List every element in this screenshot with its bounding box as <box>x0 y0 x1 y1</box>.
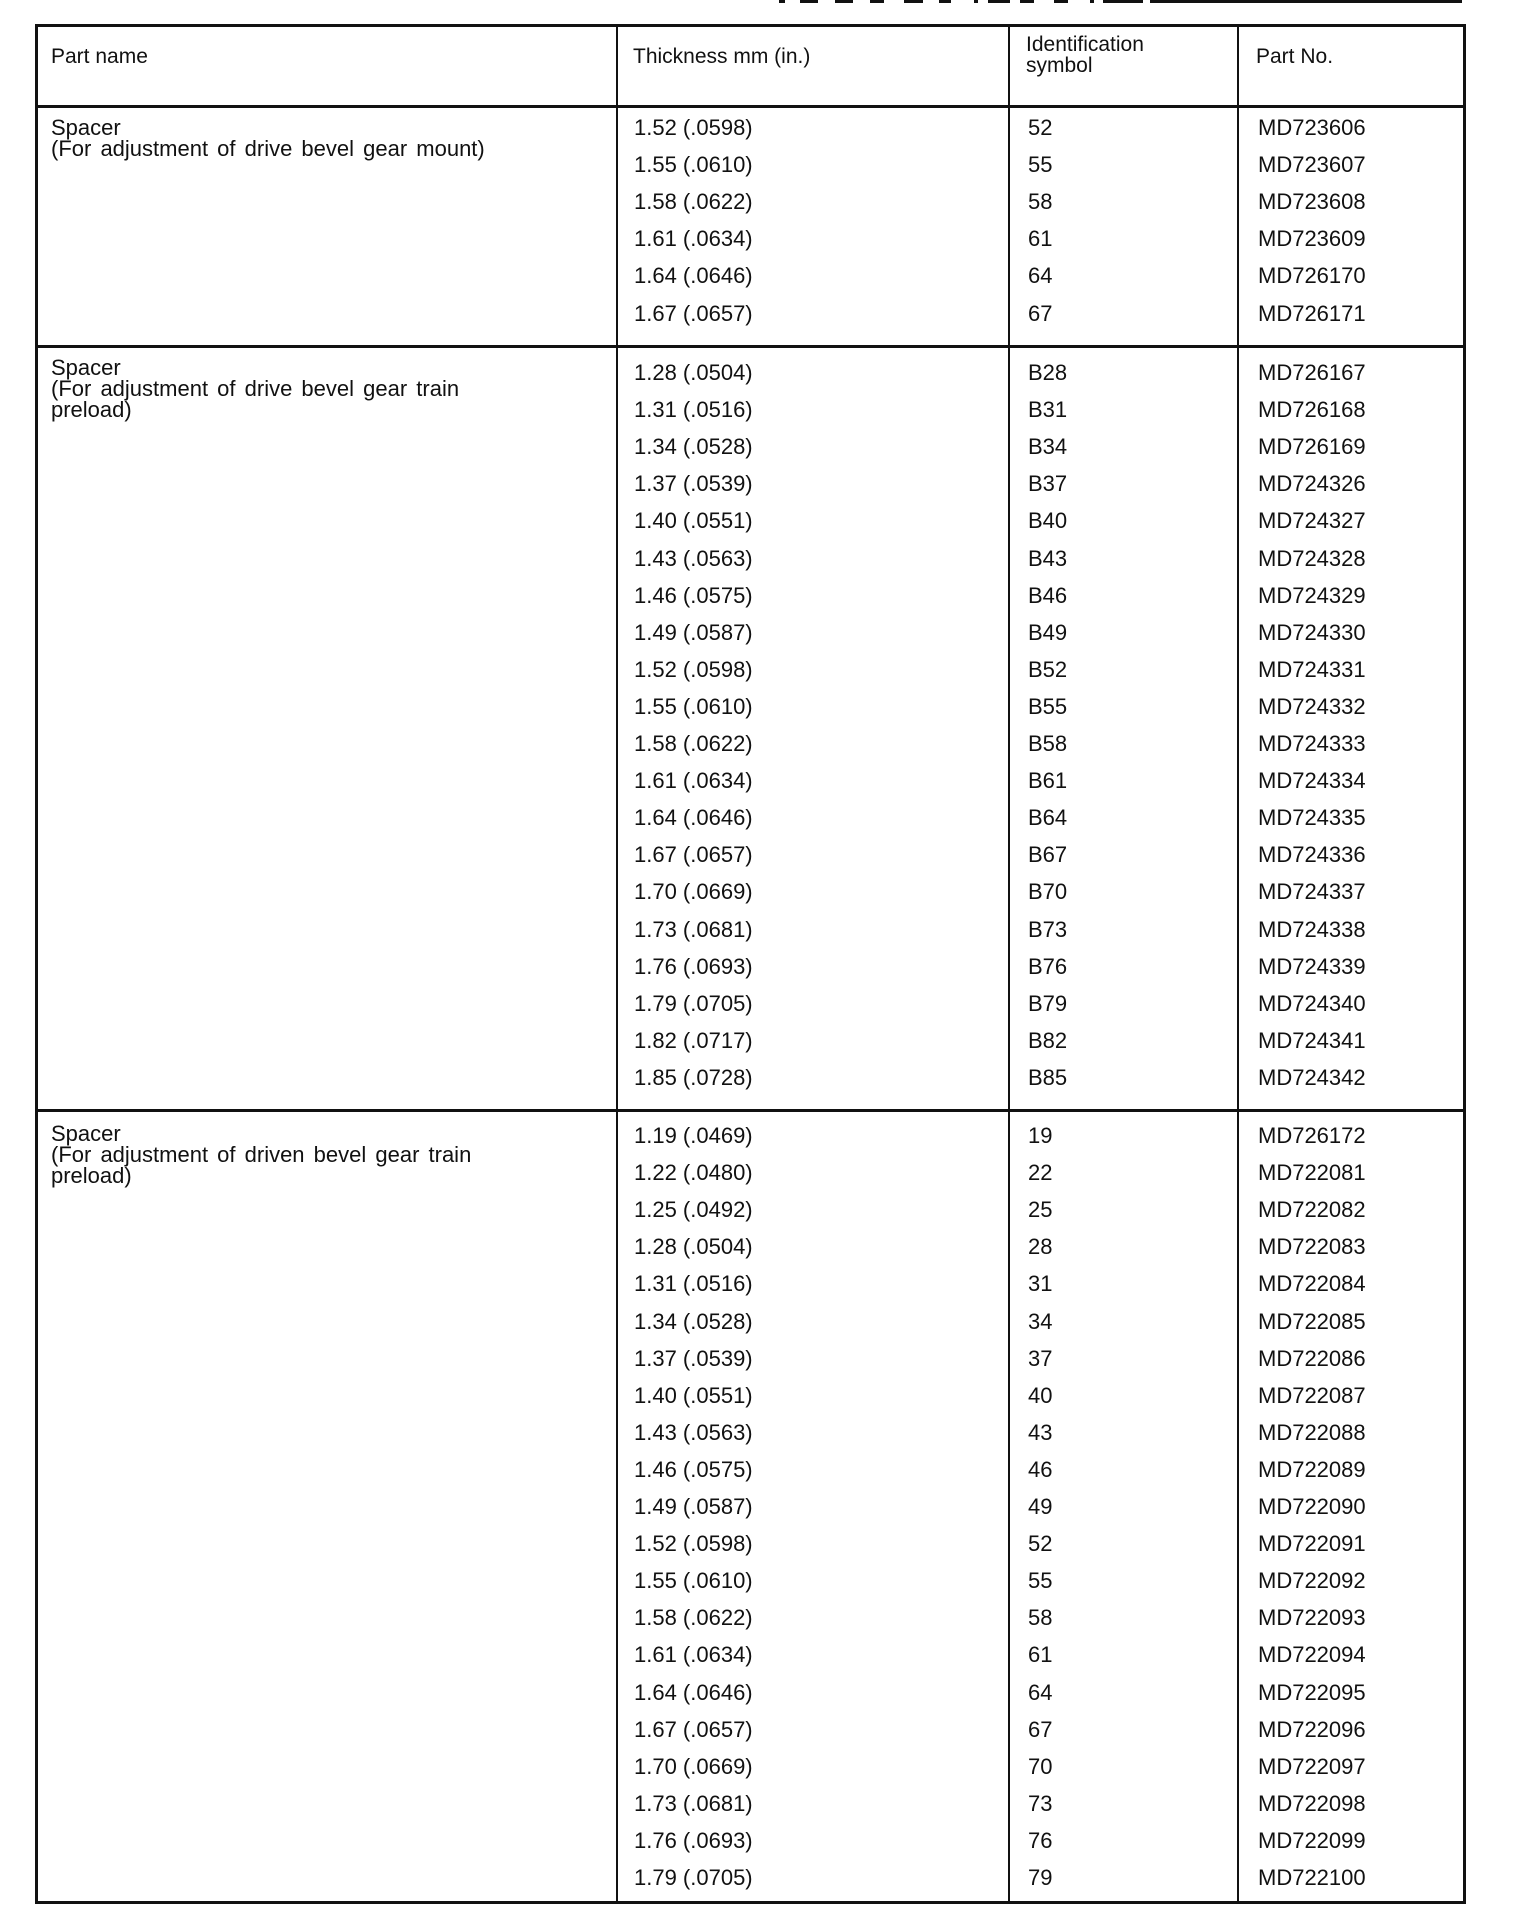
part-no-cell: MD724330 <box>1258 619 1366 645</box>
part-name: Spacer <box>51 355 121 380</box>
part-no-cell: MD722085 <box>1258 1308 1366 1334</box>
table-row <box>38 582 1463 622</box>
thickness-cell: 1.61 (.0634) <box>634 768 753 794</box>
table-row <box>38 510 1463 547</box>
table-row <box>38 1716 1463 1756</box>
table-row <box>38 770 1463 807</box>
part-no-cell: MD726167 <box>1258 360 1366 385</box>
section-divider <box>38 345 1463 348</box>
id-symbol-cell: 79 <box>1028 1865 1053 1890</box>
id-symbol-cell: 64 <box>1028 263 1053 289</box>
fragment <box>1090 0 1094 3</box>
table-row <box>38 154 1463 191</box>
thickness-cell: 1.64 (.0646) <box>634 805 753 831</box>
part-no-cell: MD722086 <box>1258 1345 1366 1371</box>
thickness-cell: 1.22 (.0480) <box>634 1160 753 1186</box>
table-row <box>38 191 1463 228</box>
thickness-cell: 1.28 (.0504) <box>634 360 753 385</box>
table-row <box>38 265 1463 302</box>
table-row <box>38 1827 1463 1867</box>
part-no-cell: MD722098 <box>1258 1790 1366 1816</box>
thickness-cell: 1.85 (.0728) <box>634 1064 753 1090</box>
part-no-cell: MD722084 <box>1258 1271 1366 1297</box>
table-row <box>38 1679 1463 1719</box>
fragment <box>939 0 951 3</box>
id-symbol-cell: 31 <box>1028 1271 1053 1297</box>
table-row <box>38 1790 1463 1830</box>
id-symbol-cell: 19 <box>1028 1123 1053 1148</box>
thickness-cell: 1.79 (.0705) <box>634 990 753 1016</box>
part-no-cell: MD724337 <box>1258 879 1366 905</box>
id-symbol-cell: 40 <box>1028 1382 1053 1408</box>
id-symbol-cell: B37 <box>1028 471 1068 497</box>
table-row <box>38 656 1463 696</box>
table-row <box>38 916 1463 956</box>
table-row <box>38 1607 1463 1644</box>
thickness-cell: 1.52 (.0598) <box>634 656 753 682</box>
table-row <box>38 1027 1463 1067</box>
thickness-cell: 1.73 (.0681) <box>634 1790 753 1816</box>
thickness-cell: 1.49 (.0587) <box>634 1494 753 1519</box>
part-purpose: (For adjustment of drive bevel gear mount) <box>51 136 485 161</box>
part-no-cell: MD726171 <box>1258 300 1366 326</box>
id-symbol-cell: B73 <box>1028 916 1068 942</box>
part-no-cell: MD722090 <box>1258 1494 1366 1519</box>
thickness-cell: 1.76 (.0693) <box>634 953 753 979</box>
id-symbol-cell: 34 <box>1028 1308 1053 1334</box>
part-no-cell: MD722082 <box>1258 1197 1366 1223</box>
id-symbol-cell: B55 <box>1028 693 1068 719</box>
id-symbol-cell: 76 <box>1028 1827 1053 1853</box>
id-symbol-cell: 55 <box>1028 1568 1053 1594</box>
thickness-cell: 1.46 (.0575) <box>634 582 753 608</box>
part-no-cell: MD724338 <box>1258 916 1366 942</box>
part-no-cell: MD726170 <box>1258 263 1366 289</box>
part-name: Spacer <box>51 1121 121 1146</box>
id-symbol-cell: 52 <box>1028 115 1053 140</box>
id-symbol-cell: 58 <box>1028 1605 1053 1631</box>
table-row <box>38 1162 1463 1199</box>
table-row <box>38 362 1463 399</box>
table-row <box>38 1456 1463 1496</box>
id-symbol-cell: B49 <box>1028 619 1068 645</box>
id-symbol-cell: 55 <box>1028 152 1053 178</box>
thickness-cell: 1.19 (.0469) <box>634 1123 753 1148</box>
thickness-cell: 1.46 (.0575) <box>634 1456 753 1482</box>
part-no-cell: MD723607 <box>1258 152 1366 178</box>
table-row <box>38 1382 1463 1422</box>
id-symbol-cell: 22 <box>1028 1160 1053 1186</box>
fragment <box>988 0 1010 3</box>
part-no-cell: MD722097 <box>1258 1753 1366 1779</box>
id-symbol-cell: B34 <box>1028 434 1068 460</box>
part-no-cell: MD722091 <box>1258 1531 1366 1557</box>
id-symbol-cell: 49 <box>1028 1494 1053 1519</box>
table-row <box>38 399 1463 436</box>
fragment-rule <box>1150 0 1462 3</box>
part-purpose: (For adjustment of drive bevel gear train <box>51 376 460 401</box>
table-row <box>38 228 1463 265</box>
table-row <box>38 619 1463 659</box>
id-symbol-cell: B76 <box>1028 953 1068 979</box>
thickness-cell: 1.55 (.0610) <box>634 1568 753 1594</box>
fragment <box>1054 0 1068 3</box>
thickness-cell: 1.43 (.0563) <box>634 1419 753 1445</box>
fragment <box>779 0 785 3</box>
id-symbol-cell: B31 <box>1028 397 1068 423</box>
part-no-cell: MD722083 <box>1258 1234 1366 1260</box>
thickness-cell: 1.40 (.0551) <box>634 1382 753 1408</box>
part-no-cell: MD724331 <box>1258 656 1366 682</box>
part-no-cell: MD724328 <box>1258 545 1366 571</box>
part-no-cell: MD722092 <box>1258 1568 1366 1594</box>
part-purpose-cont: preload) <box>51 1163 132 1188</box>
thickness-cell: 1.31 (.0516) <box>634 1271 753 1297</box>
thickness-cell: 1.58 (.0622) <box>634 189 753 215</box>
spacer-parts-table <box>35 24 1466 1904</box>
part-no-cell: MD724342 <box>1258 1064 1366 1090</box>
thickness-cell: 1.40 (.0551) <box>634 508 753 534</box>
table-row <box>38 990 1463 1030</box>
thickness-cell: 1.34 (.0528) <box>634 434 753 460</box>
table-row <box>38 1273 1463 1310</box>
thickness-cell: 1.34 (.0528) <box>634 1308 753 1334</box>
table-row <box>38 1064 1463 1104</box>
thickness-cell: 1.67 (.0657) <box>634 1716 753 1742</box>
part-no-cell: MD724340 <box>1258 990 1366 1016</box>
id-symbol-cell: 25 <box>1028 1197 1053 1223</box>
part-no-cell: MD724336 <box>1258 842 1366 868</box>
part-no-cell: MD724334 <box>1258 768 1366 794</box>
thickness-cell: 1.55 (.0610) <box>634 693 753 719</box>
thickness-cell: 1.55 (.0610) <box>634 152 753 178</box>
part-no-cell: MD722087 <box>1258 1382 1366 1408</box>
part-no-cell: MD726169 <box>1258 434 1366 460</box>
thickness-cell: 1.37 (.0539) <box>634 1345 753 1371</box>
thickness-cell: 1.52 (.0598) <box>634 115 753 140</box>
id-symbol-cell: B58 <box>1028 731 1068 756</box>
fragment <box>1020 0 1034 3</box>
table-row <box>38 1496 1463 1533</box>
thickness-cell: 1.52 (.0598) <box>634 1531 753 1557</box>
part-no-cell: MD724327 <box>1258 508 1366 534</box>
thickness-cell: 1.64 (.0646) <box>634 263 753 289</box>
part-no-cell: MD726168 <box>1258 397 1366 423</box>
thickness-cell: 1.73 (.0681) <box>634 916 753 942</box>
thickness-cell: 1.31 (.0516) <box>634 397 753 423</box>
id-symbol-cell: B28 <box>1028 360 1068 385</box>
thickness-cell: 1.49 (.0587) <box>634 619 753 645</box>
part-no-cell: MD722093 <box>1258 1605 1366 1631</box>
header-part-name: Part name <box>51 45 148 68</box>
id-symbol-cell: B43 <box>1028 545 1068 571</box>
table-row <box>38 1345 1463 1385</box>
thickness-cell: 1.25 (.0492) <box>634 1197 753 1223</box>
table-row <box>38 1199 1463 1236</box>
id-symbol-cell: 70 <box>1028 1753 1053 1779</box>
id-symbol-cell: 67 <box>1028 1716 1053 1742</box>
part-no-cell: MD723606 <box>1258 115 1366 140</box>
id-symbol-cell: B70 <box>1028 879 1068 905</box>
table-row <box>38 1236 1463 1273</box>
part-no-cell: MD726172 <box>1258 1123 1366 1148</box>
header-thickness: Thickness mm (in.) <box>633 45 811 68</box>
part-no-cell: MD722095 <box>1258 1679 1366 1705</box>
id-symbol-cell: 43 <box>1028 1419 1053 1445</box>
part-no-cell: MD722094 <box>1258 1642 1366 1668</box>
table-row <box>38 1419 1463 1459</box>
id-symbol-cell: 58 <box>1028 189 1053 215</box>
part-no-cell: MD723609 <box>1258 226 1366 252</box>
thickness-cell: 1.82 (.0717) <box>634 1027 753 1053</box>
thickness-cell: 1.64 (.0646) <box>634 1679 753 1705</box>
fragment <box>870 0 884 3</box>
header-part-no: Part No. <box>1256 45 1334 68</box>
thickness-cell: 1.76 (.0693) <box>634 1827 753 1853</box>
part-no-cell: MD722081 <box>1258 1160 1366 1186</box>
thickness-cell: 1.58 (.0622) <box>634 1605 753 1631</box>
id-symbol-cell: 61 <box>1028 1642 1053 1668</box>
id-symbol-cell: 37 <box>1028 1345 1053 1371</box>
fragment <box>974 0 978 3</box>
thickness-cell: 1.61 (.0634) <box>634 226 753 252</box>
id-symbol-cell: B82 <box>1028 1027 1068 1053</box>
part-no-cell: MD722099 <box>1258 1827 1366 1853</box>
part-purpose-cont: preload) <box>51 397 132 422</box>
thickness-cell: 1.70 (.0669) <box>634 1753 753 1779</box>
table-row <box>38 1753 1463 1793</box>
part-no-cell: MD724339 <box>1258 953 1366 979</box>
part-no-cell: MD724341 <box>1258 1027 1366 1053</box>
thickness-cell: 1.58 (.0622) <box>634 731 753 756</box>
header-divider <box>38 105 1463 108</box>
id-symbol-cell: 28 <box>1028 1234 1053 1260</box>
id-symbol-cell: 52 <box>1028 1531 1053 1557</box>
table-row <box>38 733 1463 770</box>
table-row <box>38 473 1463 510</box>
thickness-cell: 1.43 (.0563) <box>634 545 753 571</box>
table-row <box>38 1533 1463 1570</box>
id-symbol-cell: B61 <box>1028 768 1068 794</box>
part-no-cell: MD722096 <box>1258 1716 1366 1742</box>
id-symbol-cell: B52 <box>1028 656 1068 682</box>
table-row <box>38 545 1463 585</box>
thickness-cell: 1.70 (.0669) <box>634 879 753 905</box>
id-symbol-cell: B40 <box>1028 508 1068 534</box>
section-divider <box>38 1109 1463 1112</box>
part-name: Spacer <box>51 115 121 140</box>
table-row <box>38 881 1463 918</box>
fragment <box>800 0 818 3</box>
id-symbol-cell: B46 <box>1028 582 1068 608</box>
thickness-cell: 1.67 (.0657) <box>634 842 753 868</box>
part-no-cell: MD723608 <box>1258 189 1366 215</box>
thickness-cell: 1.61 (.0634) <box>634 1642 753 1668</box>
table-row <box>38 300 1463 340</box>
thickness-cell: 1.79 (.0705) <box>634 1865 753 1890</box>
thickness-cell: 1.37 (.0539) <box>634 471 753 497</box>
fragment <box>835 0 853 3</box>
id-symbol-cell: B85 <box>1028 1064 1068 1090</box>
table-row <box>38 844 1463 881</box>
part-no-cell: MD724329 <box>1258 582 1366 608</box>
id-symbol-cell: 73 <box>1028 1790 1053 1816</box>
fragment <box>1103 0 1143 3</box>
id-symbol-cell: 61 <box>1028 226 1053 252</box>
table-row <box>38 1308 1463 1348</box>
id-symbol-cell: B67 <box>1028 842 1068 868</box>
part-no-cell: MD724332 <box>1258 693 1366 719</box>
part-no-cell: MD724335 <box>1258 805 1366 831</box>
part-no-cell: MD722100 <box>1258 1865 1366 1890</box>
table-row <box>38 807 1463 844</box>
header-id-symbol-line1: Identification <box>1026 33 1144 56</box>
thickness-cell: 1.67 (.0657) <box>634 300 753 326</box>
part-no-cell: MD722088 <box>1258 1419 1366 1445</box>
table-row <box>38 117 1463 154</box>
table-row <box>38 1570 1463 1607</box>
id-symbol-cell: 64 <box>1028 1679 1053 1705</box>
part-purpose: (For adjustment of driven bevel gear train <box>51 1142 472 1167</box>
part-no-cell: MD724326 <box>1258 471 1366 497</box>
table-row <box>38 1867 1463 1904</box>
table-row <box>38 1121 1463 1162</box>
table-row <box>38 436 1463 473</box>
id-symbol-cell: 46 <box>1028 1456 1053 1482</box>
fragment <box>904 0 923 3</box>
table-row <box>38 953 1463 993</box>
thickness-cell: 1.28 (.0504) <box>634 1234 753 1260</box>
id-symbol-cell: B64 <box>1028 805 1068 831</box>
table-row <box>38 1644 1463 1681</box>
id-symbol-cell: 67 <box>1028 300 1053 326</box>
part-no-cell: MD722089 <box>1258 1456 1366 1482</box>
header-id-symbol-line2: symbol <box>1026 54 1093 77</box>
part-no-cell: MD724333 <box>1258 731 1366 756</box>
id-symbol-cell: B79 <box>1028 990 1068 1016</box>
table-row <box>38 693 1463 733</box>
